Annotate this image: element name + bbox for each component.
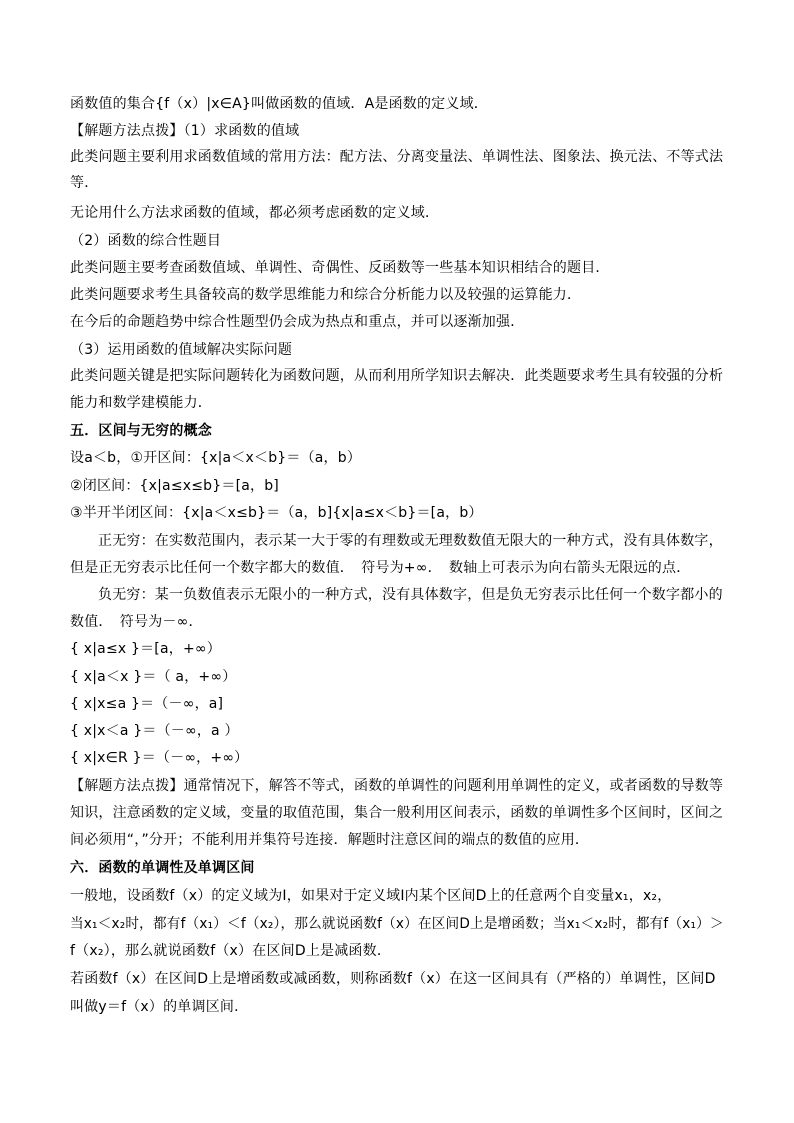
text-line: 负无穷：某一负数值表示无限小的一种方式，没有具体数字，但是负无穷表示比任何一个数字都小的 [98,587,723,603]
text-line: （2）函数的综合性题目 [70,233,222,249]
text-line: 一般地，设函数f（x）的定义域为I，如果对于定义域I内某个区间D上的任意两个自变量x₁，x₂， [70,888,672,904]
text-line: 正无穷：在实数范围内，表示某一大于零的有理数或无理数数值无限大的一种方式，没有具体数字， [98,533,723,549]
text-line: 当x₁＜x₂时，都有f（x₁）＜f（x₂），那么就说函数f（x）在区间D上是增函数；当x₁＜x₂时，都有f（x₁）＞ [70,916,724,932]
text-line: 此类问题要求考生具备较高的数学思维能力和综合分析能力以及较强的运算能力． [70,287,582,303]
section-title: 五．区间与无穷的概念 [70,423,212,439]
section-title: 六．函数的单调性及单调区间 [70,860,255,876]
text-line: 叫做y＝f（x）的单调区间． [70,999,249,1015]
math-line: { x|x＜a }＝（－∞，a ） [70,723,239,739]
text-line: 此类问题主要利用求函数值域的常用方法：配方法、分离变量法、单调性法、图象法、换元法、不等式法 [70,149,724,165]
text-line: 数值． 符号为－∞． [70,614,203,630]
text-line: 函数值的集合{f（x）|x∈A}叫做函数的值域．A是函数的定义域． [70,96,488,112]
math-line: { x|x∈R }＝（－∞，+∞） [70,750,249,766]
text-line: ②闭区间：{x|a≤x≤b}＝[a，b] [70,478,279,494]
text-line: 间必须用“，”分开；不能利用并集符号连接．解题时注意区间的端点的数值的应用． [70,832,590,848]
section-heading: 【解题方法点拨】（1）求函数的值域 [70,123,300,139]
text-line: 但是正无穷表示比任何一个数字都大的数值． 符号为+∞． 数轴上可表示为向右箭头无限远的点． [70,560,691,576]
text-line: 无论用什么方法求函数的值域，都必须考虑函数的定义域． [70,205,440,221]
text-line: 此类问题关键是把实际问题转化为函数问题，从而利用所学知识去解决．此类题要求考生具有较强的分析 [70,368,724,384]
text-line: f（x₂），那么就说函数f（x）在区间D上是减函数． [70,943,392,959]
text-line: 设a＜b，①开区间：{x|a＜x＜b}＝（a，b） [70,450,362,466]
text-line: 知识，注意函数的定义域，变量的取值范围，集合一般利用区间表示，函数的单调性多个区间时，区间之 [70,805,724,821]
math-line: { x|x≤a }＝（－∞，a] [70,696,224,712]
text-line: ③半开半闭区间：{x|a＜x≤b}＝（a，b]{x|a≤x＜b}＝[a，b） [70,505,483,521]
math-line: { x|a＜x }＝（ a，+∞） [70,669,237,685]
text-line: 在今后的命题趋势中综合性题型仍会成为热点和重点，并可以逐渐加强． [70,314,525,330]
text-line: 等． [70,175,99,191]
text-line: 此类问题主要考查函数值域、单调性、奇偶性、反函数等一些基本知识相结合的题目． [70,260,610,276]
math-line: { x|a≤x }＝[a，+∞） [70,641,221,657]
text-line: 能力和数学建模能力． [70,395,212,411]
text-line: 若函数f（x）在区间D上是增函数或减函数，则称函数f（x）在这一区间具有（严格的）单调性，区间D [70,971,716,987]
text-line: （3）运用函数的值域解决实际问题 [70,342,293,358]
section-heading: 【解题方法点拨】通常情况下，解答不等式，函数的单调性的问题利用单调性的定义，或者函数的导数等 [70,778,724,794]
